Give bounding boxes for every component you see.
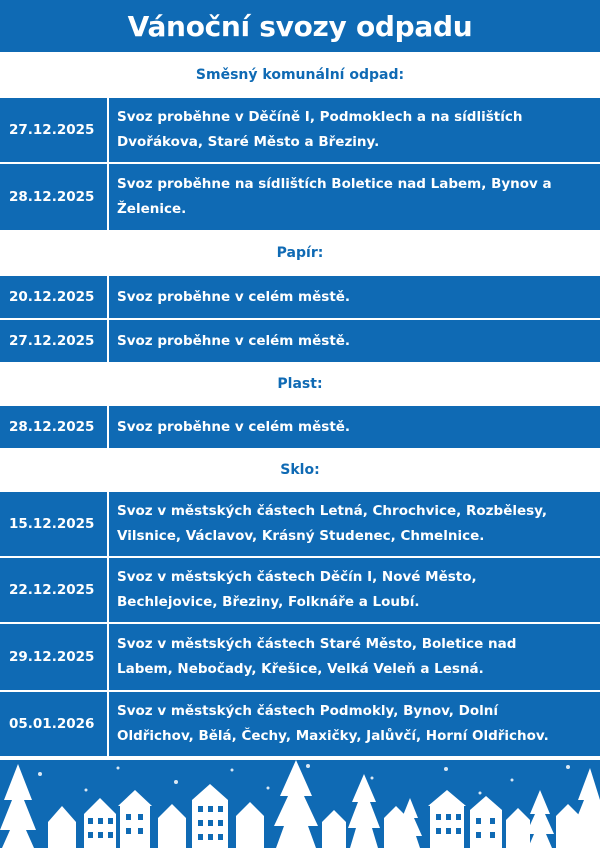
schedule-row (0, 320, 600, 362)
schedule-row (0, 276, 600, 318)
schedule-row (0, 624, 600, 690)
winter-town-footer (0, 760, 600, 848)
page-title: Vánoční svozy odpadu (0, 0, 600, 52)
section-heading-plastic: Plast: (0, 362, 600, 406)
row-date: 05.01.2026 (0, 692, 109, 756)
schedule-row (0, 164, 600, 230)
winter-town-illustration (0, 760, 600, 848)
row-description: Svoz v městských částech Podmokly, Bynov, Dolní Oldřichov, Bělá, Čechy, Maxičky, Jalůvčí, Horní Oldřichov. (117, 703, 549, 744)
schedule-row (0, 492, 600, 556)
row-date: 15.12.2025 (0, 492, 109, 556)
row-description: Svoz v městských částech Letná, Chrochvice, Rozbělesy, Vilsnice, Václavov, Krásný Studenec, Chmelnice. (117, 503, 548, 544)
row-description: Svoz v městských částech Staré Město, Boletice nad Labem, Nebočady, Křešice, Velká Veleň a Lesná. (117, 636, 517, 677)
section-heading-mixed-waste: Směsný komunální odpad: (0, 52, 600, 98)
row-description: Svoz v městských částech Děčín I, Nové Město, Bechlejovice, Březiny, Folknáře a Loubí. (117, 569, 477, 610)
section-heading-paper: Papír: (0, 230, 600, 276)
row-date: 27.12.2025 (0, 98, 109, 162)
row-description: Svoz proběhne na sídlištích Boletice nad Labem, Bynov a Želenice. (117, 176, 552, 217)
row-date: 22.12.2025 (0, 558, 109, 622)
row-date: 27.12.2025 (0, 320, 109, 362)
row-date: 29.12.2025 (0, 624, 109, 690)
row-description: Svoz proběhne v celém městě. (117, 418, 351, 435)
row-description: Svoz proběhne v Děčíně I, Podmoklech a na sídlištích Dvořákova, Staré Město a Březiny. (117, 109, 523, 150)
row-description: Svoz proběhne v celém městě. (117, 332, 351, 349)
row-description: Svoz proběhne v celém městě. (117, 288, 351, 305)
row-date: 28.12.2025 (0, 406, 109, 448)
section-heading-glass: Sklo: (0, 448, 600, 492)
schedule-row (0, 98, 600, 162)
schedule-row (0, 692, 600, 756)
row-date: 28.12.2025 (0, 164, 109, 230)
row-date: 20.12.2025 (0, 276, 109, 318)
schedule-row (0, 558, 600, 622)
schedule-row (0, 406, 600, 448)
